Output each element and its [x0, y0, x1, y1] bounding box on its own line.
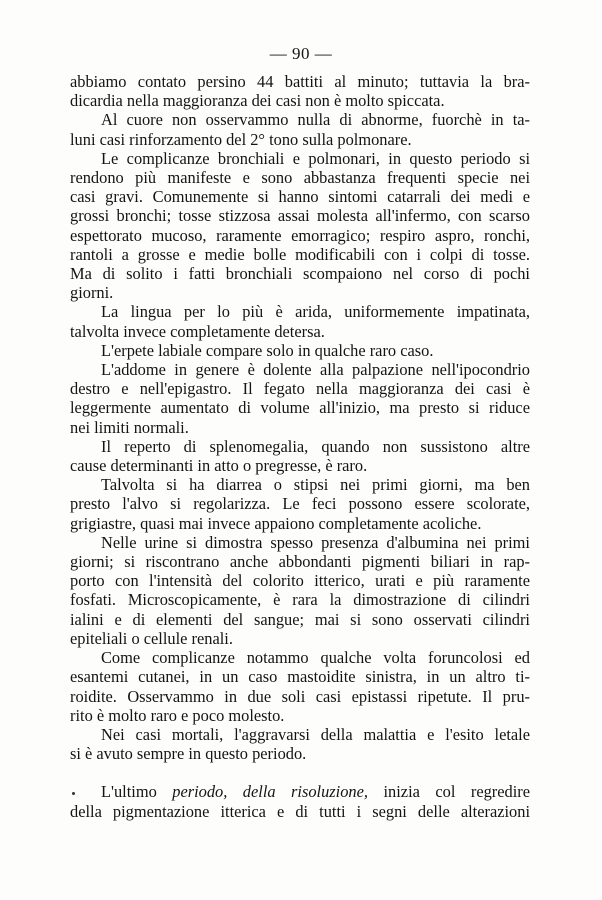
text-line: epiteliali o cellule renali. [70, 628, 233, 648]
text-line: rito è molto raro e poco molesto. [70, 705, 285, 725]
text-line: Al cuore non osservammo nulla di abnorme, fuorchè in ta- [101, 110, 530, 130]
text-line: nei limiti normali. [70, 417, 189, 437]
text-line: roidite. Osservammo in due soli casi epistassi ripetute. Il pru- [70, 686, 530, 706]
text-line: abbiamo contato persino 44 battiti al minuto; tuttavia la bra- [70, 72, 530, 91]
body-text [70, 72, 530, 821]
text-line: Ma di solito i fatti bronchiali scompaiono nel corso di pochi [70, 264, 530, 284]
text-line: L'addome in genere è dolente alla palpazione nell'ipocondrio [101, 360, 530, 380]
text-line: esantemi cutanei, in un caso mastoidite sinistra, in un altro ti- [70, 667, 530, 687]
stray-ink-dot [72, 792, 75, 795]
text-line: destro e nell'epigastro. Il fegato nella maggioranza dei casi è [70, 379, 530, 399]
text-line: Come complicanze notammo qualche volta foruncolosi ed [101, 648, 530, 668]
final-paragraph-line-1 [70, 782, 530, 801]
text-line: grigiastre, quasi mai invece appaiono completamente acoliche. [70, 513, 482, 533]
text-line: grossi bronchi; tosse stizzosa assai molesta all'infermo, con scarso [70, 206, 530, 226]
text-line: Il reperto di splenomegalia, quando non sussistono altre [101, 436, 530, 456]
text-line: leggermente aumentato di volume all'inizio, ma presto si riduce [70, 398, 530, 418]
text-line: giorni. [70, 283, 114, 303]
italic-term: periodo, della risoluzione, [172, 782, 369, 802]
text-line: rendono più manifeste e sono abbastanza frequenti specie nei [70, 168, 530, 188]
text-line: espettorato mucoso, raramente emorragico; respiro aspro, ronchi, [70, 225, 530, 245]
text-line: rantoli a grosse e medie bolle modificabili con i colpi di tosse. [70, 244, 530, 264]
text-line: L'erpete labiale compare solo in qualche raro caso. [101, 340, 434, 360]
text-line: talvolta invece completamente detersa. [70, 321, 325, 341]
text-line: casi gravi. Comunemente si hanno sintomi catarrali dei medi e [70, 187, 530, 207]
paragraph-gap [70, 763, 530, 782]
text-line: fosfati. Microscopicamente, è rara la dimostrazione di cilindri [70, 590, 530, 610]
text-line: Le complicanze bronchiali e polmonari, in questo periodo si [101, 148, 530, 168]
text-line: La lingua per lo più è arida, uniformemente impatinata, [101, 302, 530, 322]
text-line: Nei casi mortali, l'aggravarsi della malattia e l'esito letale [101, 724, 530, 744]
text-line: cause determinanti in atto o pregresse, è raro. [70, 456, 368, 476]
text-line: porto con l'intensità del colorito itterico, urati e più raramente [70, 571, 530, 591]
text-line: luni casi rinforzamento del 2° tono sulla polmonare. [70, 129, 412, 149]
text-line: si è avuto sempre in questo periodo. [70, 744, 307, 764]
text-line: Talvolta si ha diarrea o stipsi nei primi giorni, ma ben [101, 475, 530, 495]
paragraph-lines [70, 72, 530, 763]
text-line: giorni; si riscontrano anche abbondanti pigmenti biliari in rap- [70, 552, 530, 572]
final-paragraph-line-2: della pigmentazione itterica e di tutti i segni delle alterazioni [70, 801, 530, 821]
final-intro: L'ultimo [101, 782, 173, 802]
text-line: Nelle urine si dimostra spesso presenza d'albumina nei primi [101, 532, 530, 552]
text-line: ialini e di elementi del sangue; mai si sono osservati cilindri [70, 609, 530, 629]
text-line: presto l'alvo si regolarizza. Le feci possono essere scolorate, [70, 494, 530, 514]
page-number: — 90 — [269, 44, 333, 63]
final-line1-rest: inizia col regredire [368, 782, 531, 802]
text-line: dicardia nella maggioranza dei casi non è molto spiccata. [70, 91, 445, 111]
